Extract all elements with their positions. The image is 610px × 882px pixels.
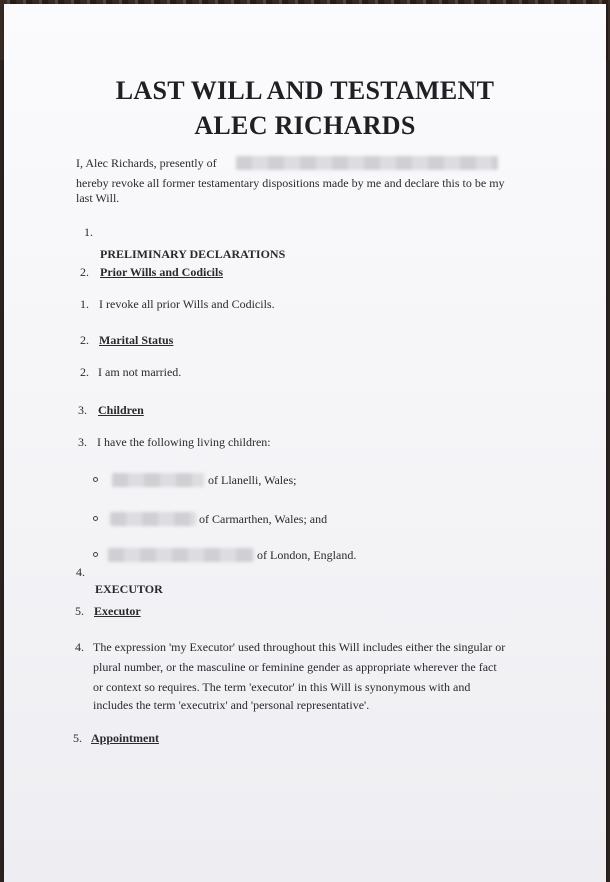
document-title: LAST WILL AND TESTAMENT (115, 76, 495, 105)
executor-paragraph-line-2: plural number, or the masculine or feminine gender as appropriate wherever the fact (93, 660, 497, 674)
children-text: I have the following living children: (97, 435, 271, 449)
intro-line-3: last Will. (76, 191, 120, 205)
child-1-bullet (93, 477, 98, 482)
child-3-bullet (93, 552, 98, 557)
child-2-bullet (93, 516, 98, 521)
section-executor-number: 5. (75, 604, 84, 618)
section-marital-status-number: 2. (80, 333, 89, 347)
executor-paragraph-line-4: includes the term 'executrix' and 'personal representative'. (93, 698, 370, 712)
executor-paragraph-number: 4. (75, 640, 84, 654)
section-appointment-number: 5. (73, 731, 82, 745)
child-2-location: of Carmarthen, Wales; and (199, 512, 328, 526)
testator-name-title: ALEC RICHARDS (194, 111, 416, 140)
children-text-number: 3. (78, 435, 87, 449)
prior-wills-text-number: 1. (80, 297, 89, 311)
executor-heading: EXECUTOR (95, 582, 163, 596)
intro-line-2: hereby revoke all former testamentary dispositions made by me and declare this to be my (76, 176, 505, 190)
will-document-page (4, 4, 606, 882)
marital-status-text: I am not married. (98, 365, 182, 379)
redacted-child-1-name (112, 473, 204, 487)
section-marital-status-heading: Marital Status (99, 333, 174, 347)
redacted-child-2-name (110, 512, 196, 526)
prior-wills-text: I revoke all prior Wills and Codicils. (99, 297, 275, 311)
section-children-heading: Children (98, 403, 144, 417)
child-3-location: of London, England. (257, 548, 357, 562)
child-1-location: of Llanelli, Wales; (208, 473, 297, 487)
clause-1-number: 1. (84, 225, 93, 239)
clause-4-number: 4. (76, 565, 85, 579)
redacted-address (236, 156, 498, 170)
section-executor-heading: Executor (94, 604, 141, 618)
preliminary-declarations-heading: PRELIMINARY DECLARATIONS (100, 247, 286, 261)
section-prior-wills-heading: Prior Wills and Codicils (100, 265, 224, 279)
section-prior-wills-number: 2. (80, 265, 89, 279)
executor-paragraph-line-1: The expression 'my Executor' used throughout this Will includes either the singular or (93, 640, 506, 654)
intro-line-1: I, Alec Richards, presently of (76, 156, 217, 170)
executor-paragraph-line-3: or context so requires. The term 'executor' in this Will is synonymous with and (93, 680, 471, 694)
marital-status-text-number: 2. (80, 365, 89, 379)
redacted-child-3-name (108, 548, 254, 562)
section-children-number: 3. (78, 403, 87, 417)
section-appointment-heading: Appointment (91, 731, 160, 745)
